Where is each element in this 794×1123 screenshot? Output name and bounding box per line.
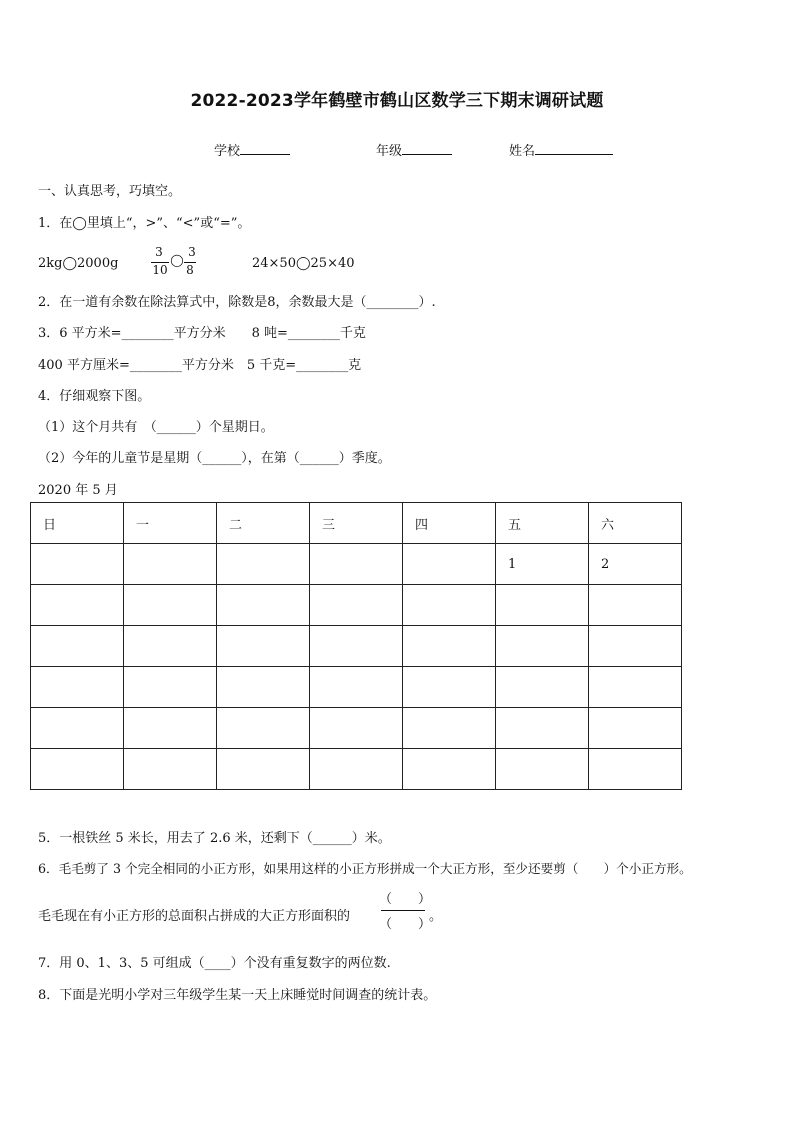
name-label: 姓名 — [509, 144, 536, 159]
question-6-line-2: 毛毛现在有小正方形的总面积占拼成的大正方形面积的 — [38, 909, 351, 924]
grade-label: 年级 — [376, 144, 403, 159]
question-5: 5．一根铁丝 5 米长，用去了 2.6 米，还剩下（______）米。 — [38, 831, 391, 846]
calendar-day-cell[interactable] — [496, 749, 589, 790]
calendar-header-cell: 四 — [403, 503, 496, 544]
calendar-day-cell[interactable] — [310, 626, 403, 667]
question-7: 7．用 0、1、3、5 可组成（____）个没有重复数字的两位数. — [38, 956, 391, 971]
q6-period: 。 — [429, 909, 443, 924]
calendar-week-row — [31, 626, 682, 667]
calendar-day-cell[interactable] — [496, 626, 589, 667]
calendar-day-cell[interactable] — [31, 708, 124, 749]
calendar-day-cell[interactable] — [496, 585, 589, 626]
calendar-day-cell[interactable] — [403, 708, 496, 749]
calendar-day-cell[interactable]: 1 — [496, 544, 589, 585]
calendar-week-row — [31, 544, 682, 585]
question-4: 4．仔细观察下图。 — [38, 389, 151, 404]
question-3-line-2: 400 平方厘米=________平方分米 5 千克=________克 — [38, 358, 362, 373]
name-field — [509, 140, 613, 159]
calendar-day-cell[interactable] — [403, 626, 496, 667]
q1-fraction-1-numerator: 3 — [155, 245, 163, 259]
q1-item-1: 2kg◯2000g — [38, 256, 119, 271]
calendar-day-cell[interactable] — [589, 626, 682, 667]
calendar-header-cell: 二 — [217, 503, 310, 544]
calendar-day-cell[interactable] — [31, 585, 124, 626]
question-3-line-1: 3．6 平方米=________平方分米 8 吨=________千克 — [38, 326, 366, 341]
calendar-day-cell[interactable] — [124, 585, 217, 626]
calendar-day-cell[interactable] — [310, 708, 403, 749]
question-1: 1．在◯里填上“，>”、“<”或“=”。 — [38, 216, 251, 231]
calendar-table — [30, 502, 682, 790]
school-blank[interactable] — [240, 141, 290, 155]
calendar-day-cell[interactable] — [217, 667, 310, 708]
calendar-day-cell[interactable] — [217, 585, 310, 626]
q1-item-3: 24×50◯25×40 — [252, 256, 355, 271]
q1-fraction-2-denominator: 8 — [186, 263, 194, 277]
q6-fraction-numerator[interactable]: （ ） — [379, 892, 432, 907]
calendar-week-row — [31, 749, 682, 790]
calendar-header-cell: 三 — [310, 503, 403, 544]
calendar-day-cell[interactable] — [496, 708, 589, 749]
calendar-day-cell[interactable] — [589, 667, 682, 708]
calendar-day-cell[interactable] — [217, 749, 310, 790]
calendar-day-cell[interactable] — [124, 749, 217, 790]
calendar-day-cell[interactable] — [217, 544, 310, 585]
calendar-header-cell: 一 — [124, 503, 217, 544]
calendar-day-cell[interactable] — [124, 626, 217, 667]
calendar-day-cell[interactable] — [31, 749, 124, 790]
calendar-header-cell: 六 — [589, 503, 682, 544]
q6-fraction-denominator[interactable]: （ ） — [379, 917, 432, 932]
calendar-week-row — [31, 667, 682, 708]
grade-blank[interactable] — [402, 141, 452, 155]
calendar-day-cell[interactable] — [310, 749, 403, 790]
calendar-day-cell[interactable] — [31, 544, 124, 585]
calendar-day-cell[interactable] — [589, 749, 682, 790]
school-label: 学校 — [214, 144, 241, 159]
calendar-day-cell[interactable] — [496, 667, 589, 708]
question-6-line-1: 6．毛毛剪了 3 个完全相同的小正方形，如果用这样的小正方形拼成一个大正方形，至少还要剪（ ）个小正方形。 — [38, 861, 692, 876]
calendar-day-cell[interactable] — [403, 667, 496, 708]
grade-field — [376, 140, 452, 159]
calendar-title: 2020 年 5 月 — [38, 483, 118, 498]
calendar-day-cell[interactable] — [403, 585, 496, 626]
calendar-day-cell[interactable] — [124, 667, 217, 708]
calendar-day-cell[interactable] — [31, 626, 124, 667]
section1-heading: 一、认真思考，巧填空。 — [38, 184, 182, 199]
question-4-sub-2: （2）今年的儿童节是星期（______），在第（______）季度。 — [38, 451, 391, 466]
calendar-day-cell[interactable] — [403, 544, 496, 585]
q1-compare-circle[interactable]: ◯ — [170, 253, 184, 267]
q1-fraction-1-denominator: 10 — [152, 263, 168, 277]
question-2: 2．在一道有余数在除法算式中，除数是8，余数最大是（________）. — [38, 295, 436, 310]
calendar-day-cell[interactable] — [589, 708, 682, 749]
calendar-day-cell[interactable] — [310, 544, 403, 585]
exam-title: 2022-2023学年鹤壁市鹤山区数学三下期末调研试题 — [190, 91, 604, 111]
school-field — [214, 140, 290, 159]
q6-fraction-bar — [381, 910, 425, 911]
question-4-sub-1: （1）这个月共有 （______）个星期日。 — [38, 420, 274, 435]
question-8: 8．下面是光明小学对三年级学生某一天上床睡觉时间调查的统计表。 — [38, 988, 437, 1003]
calendar-day-cell[interactable] — [589, 585, 682, 626]
calendar-day-cell[interactable] — [124, 544, 217, 585]
calendar-day-cell[interactable] — [124, 708, 217, 749]
calendar-header-cell: 五 — [496, 503, 589, 544]
calendar-week-row — [31, 585, 682, 626]
calendar-header-cell: 日 — [31, 503, 124, 544]
q1-fraction-2-numerator: 3 — [188, 245, 196, 259]
calendar-week-row — [31, 708, 682, 749]
name-blank[interactable] — [535, 141, 613, 155]
calendar-day-cell[interactable] — [217, 708, 310, 749]
calendar-day-cell[interactable] — [310, 667, 403, 708]
calendar-day-cell[interactable] — [31, 667, 124, 708]
calendar-day-cell[interactable]: 2 — [589, 544, 682, 585]
calendar-header-row — [31, 503, 682, 544]
calendar-day-cell[interactable] — [403, 749, 496, 790]
calendar-day-cell[interactable] — [217, 626, 310, 667]
calendar-day-cell[interactable] — [310, 585, 403, 626]
